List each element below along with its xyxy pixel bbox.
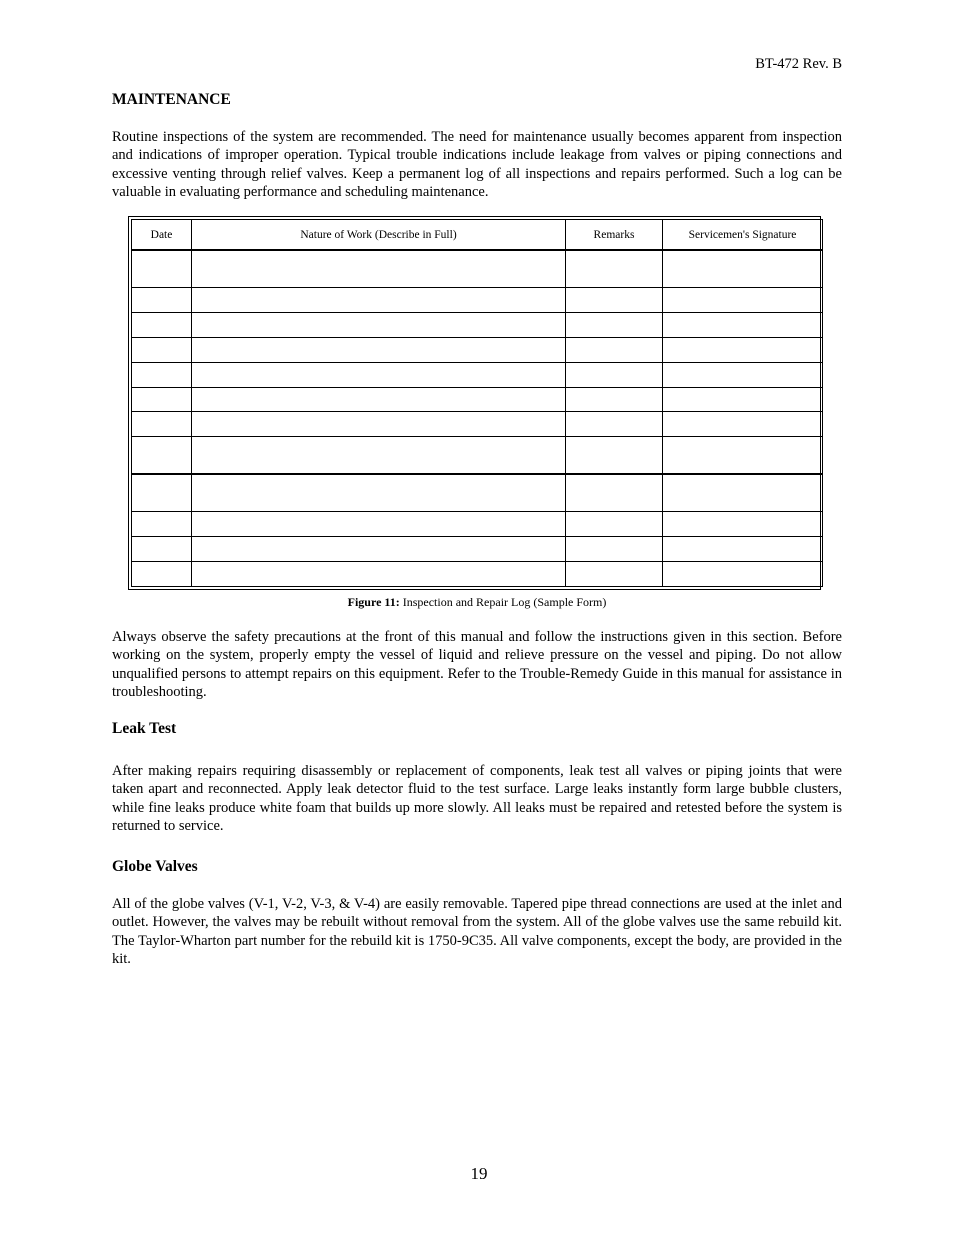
log-cell <box>192 362 566 387</box>
inspection-log-form <box>128 216 821 590</box>
log-cell <box>132 412 192 437</box>
log-cell <box>192 387 566 412</box>
log-row <box>132 412 823 437</box>
log-cell <box>192 412 566 437</box>
log-cell <box>663 412 823 437</box>
inspection-log-table <box>131 219 823 587</box>
figure-caption <box>112 595 842 610</box>
figure-caption-text: Inspection and Repair Log (Sample Form) <box>399 595 607 609</box>
log-row <box>132 312 823 337</box>
log-cell <box>566 562 663 587</box>
log-cell <box>132 287 192 312</box>
log-row <box>132 337 823 362</box>
log-row <box>132 562 823 587</box>
leak-test-paragraph: After making repairs requiring disassembly or replacement of components, leak test all valves or piping joints that were taken apart and reconnected. Apply leak detector fluid to the test surface. Large leaks instantly form large bubble clusters, while fine leaks produce white foam that builds up more slowly. All leaks must be repaired and retested before the system is returned to service. <box>112 763 842 835</box>
log-cell <box>192 337 566 362</box>
log-cell <box>663 362 823 387</box>
log-row <box>132 512 823 537</box>
log-cell <box>566 387 663 412</box>
log-cell <box>566 437 663 474</box>
globe-valves-heading: Globe Valves <box>112 858 198 875</box>
column-header-signature: Servicemen's Signature <box>663 220 823 251</box>
log-row <box>132 250 823 287</box>
log-cell <box>566 312 663 337</box>
log-body <box>132 250 823 587</box>
log-cell <box>132 562 192 587</box>
log-cell <box>192 287 566 312</box>
log-cell <box>566 287 663 312</box>
leak-test-heading: Leak Test <box>112 720 177 737</box>
log-cell <box>132 312 192 337</box>
log-cell <box>566 474 663 511</box>
log-header-row <box>132 220 823 251</box>
log-cell <box>192 512 566 537</box>
maintenance-heading: MAINTENANCE <box>112 91 231 108</box>
log-cell <box>566 337 663 362</box>
log-row <box>132 387 823 412</box>
log-cell <box>663 312 823 337</box>
page-number: 19 <box>470 1164 488 1183</box>
document-id: BT-472 Rev. B <box>755 56 842 72</box>
log-cell <box>566 537 663 562</box>
log-cell <box>663 337 823 362</box>
log-row <box>132 287 823 312</box>
log-cell <box>192 537 566 562</box>
globe-valves-paragraph: All of the globe valves (V-1, V-2, V-3, & V-4) are easily removable. Tapered pipe thread connections are used at the inlet and outlet. However, the valves may be rebuilt without removal from the system. All of the globe valves use the same rebuild kit. The Taylor-Wharton part number for the rebuild kit is 1750-9C35. All valve components, except the body, are provided in the kit. <box>112 896 842 968</box>
log-cell <box>132 387 192 412</box>
log-cell <box>192 474 566 511</box>
log-cell <box>566 412 663 437</box>
log-cell <box>663 387 823 412</box>
figure-label: Figure 11: <box>347 595 400 609</box>
log-cell <box>663 474 823 511</box>
maintenance-intro-paragraph: Routine inspections of the system are recommended. The need for maintenance usually becomes apparent from inspection and indications of improper operation. Typical trouble indications include leakage from valves or piping connections and excessive venting through relief valves. Keep a permanent log of all inspections and repairs performed. Such a log can be valuable in evaluating performance and scheduling maintenance. <box>112 129 842 201</box>
log-cell <box>192 250 566 287</box>
log-cell <box>132 512 192 537</box>
log-cell <box>663 537 823 562</box>
log-row <box>132 437 823 474</box>
log-row <box>132 362 823 387</box>
log-cell <box>132 337 192 362</box>
column-header-nature-of-work: Nature of Work (Describe in Full) <box>192 220 566 251</box>
log-cell <box>566 250 663 287</box>
log-row <box>132 474 823 511</box>
log-cell <box>132 362 192 387</box>
log-cell <box>192 437 566 474</box>
log-cell <box>192 562 566 587</box>
log-cell <box>192 312 566 337</box>
log-cell <box>566 512 663 537</box>
safety-paragraph: Always observe the safety precautions at the front of this manual and follow the instructions given in this section. Before working on the system, properly empty the vessel of liquid and relieve pressure on the vessel and piping. Do not allow unqualified persons to attempt repairs on this equipment. Refer to the Trouble-Remedy Guide in this manual for assistance in troubleshooting. <box>112 629 842 701</box>
log-cell <box>566 362 663 387</box>
column-header-remarks: Remarks <box>566 220 663 251</box>
log-cell <box>663 287 823 312</box>
log-cell <box>132 537 192 562</box>
log-cell <box>663 250 823 287</box>
log-cell <box>132 437 192 474</box>
column-header-date: Date <box>132 220 192 251</box>
log-row <box>132 537 823 562</box>
log-cell <box>663 512 823 537</box>
log-cell <box>132 474 192 511</box>
log-cell <box>132 250 192 287</box>
log-cell <box>663 562 823 587</box>
log-cell <box>663 437 823 474</box>
